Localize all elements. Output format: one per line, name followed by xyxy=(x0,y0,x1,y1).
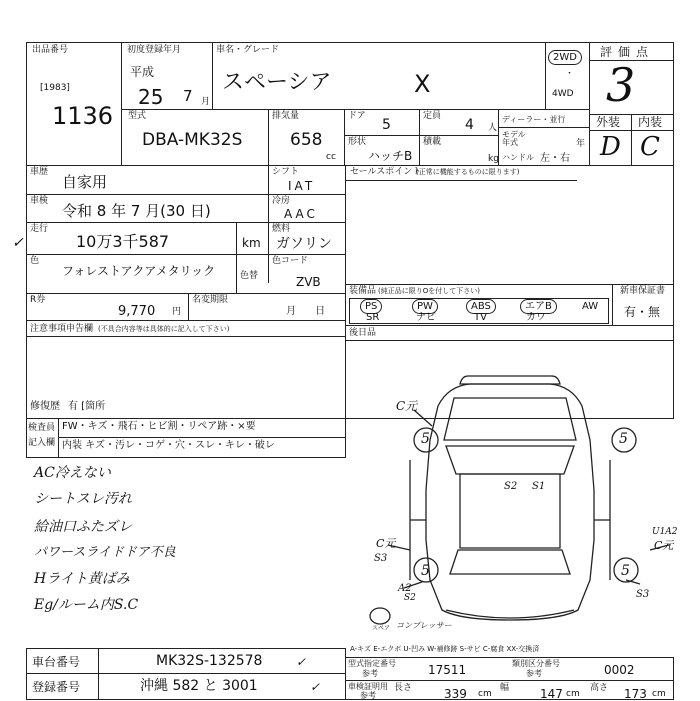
mark-5-fl: 5 xyxy=(421,431,430,447)
inspection-value: 令和 8 年 7 月(30 日) xyxy=(62,202,211,220)
mark-a2: A2 xyxy=(398,583,412,594)
car-name: スペーシア xyxy=(222,70,332,95)
equip-ps-circle: PS xyxy=(360,299,382,314)
seats-value: 4 xyxy=(465,117,474,133)
recycle-value: 9,770 xyxy=(118,304,156,319)
equip-airbag-circle: エアB xyxy=(520,299,557,314)
footer-left-line xyxy=(26,673,346,674)
damage-legend: A-キズ E-エクボ U-凹み W-補修跡 S-サビ C-腐食 XX-交換済 xyxy=(350,645,540,653)
eval-score: 3 xyxy=(606,58,636,112)
color-value: フォレストアクアメタリック xyxy=(62,264,216,278)
handle-value: 左・右 xyxy=(540,153,570,164)
rear-line xyxy=(345,340,674,341)
cert-label: 車検証明用 xyxy=(348,682,388,691)
spare-label: スペア xyxy=(372,625,391,632)
mark-s3-right: S3 xyxy=(636,589,650,600)
warranty-value: 有・無 xyxy=(624,305,661,319)
transfer-date: 月 日 xyxy=(286,306,326,317)
equip-leather: カワ xyxy=(526,312,546,323)
drive-dot: ・ xyxy=(565,69,575,79)
plate-check: ✓ xyxy=(310,680,321,694)
hood xyxy=(444,398,576,440)
interior-damage-row: 内装 キズ・汚レ・コゲ・穴・スレ・キレ・破レ xyxy=(62,440,275,451)
ref-1: 参考 xyxy=(362,669,378,678)
lot-label: 出品番号 xyxy=(32,45,69,55)
interior-label: 内装 xyxy=(638,115,663,129)
seats-unit: 人 xyxy=(488,123,498,133)
rear-label: 後日品 xyxy=(349,328,377,338)
compressor-label: コンプレッサー xyxy=(396,621,452,630)
exterior-score: D xyxy=(600,132,621,162)
ref-2: 参考 xyxy=(526,669,542,678)
model-no-label: 型式指定番号 xyxy=(348,659,396,668)
remark-4: パワースライドドア不良 xyxy=(34,545,176,560)
load-line xyxy=(419,135,499,136)
notes-sub: (不具合内容等は具体的に記入して下さい) xyxy=(98,325,230,333)
sales-box xyxy=(345,165,674,285)
footer-right-line xyxy=(345,680,674,681)
km-divider xyxy=(236,222,237,255)
ext-int-divider xyxy=(631,114,632,166)
displacement-label: 排気量 xyxy=(272,111,300,121)
mark-s3-left: S3 xyxy=(374,553,388,564)
car-body-outline xyxy=(426,384,594,620)
sales-sub: (正常に機能するものに限ります) xyxy=(416,168,520,176)
ac-label: 冷房 xyxy=(272,196,291,206)
mark-5-rr: 5 xyxy=(621,563,630,579)
model-label: 型式 xyxy=(128,111,147,121)
spare-tire xyxy=(370,608,390,624)
kg-unit: kg xyxy=(488,154,499,164)
interior-score: C xyxy=(640,132,660,162)
reg-month-unit: 月 xyxy=(201,97,211,107)
inspector-row-line xyxy=(58,437,346,438)
recycle-label: R券 xyxy=(30,295,46,305)
equip-pw-circle: PW xyxy=(412,299,438,314)
inspect-label: 検査員 xyxy=(28,423,56,433)
eval-label: 評価点 xyxy=(600,45,655,59)
repair-value: 有 [箇所 xyxy=(68,401,106,412)
transfer-label: 名変期限 xyxy=(192,295,229,305)
category-value: 0002 xyxy=(604,663,635,677)
mileage-value: 10万3千587 xyxy=(76,232,170,251)
mark-c-left: C元 xyxy=(376,537,396,550)
mileage-label: 走行 xyxy=(30,224,49,234)
fill-label: 記入欄 xyxy=(28,438,56,448)
fuel-label: 燃料 xyxy=(272,224,291,234)
model-value: DBA-MK32S xyxy=(142,130,243,150)
length-value: 339 xyxy=(444,687,467,701)
nen-label: 年 xyxy=(576,139,586,149)
equipment-label: 装備品 xyxy=(349,286,377,296)
plate-value: 沖縄 582 と 3001 xyxy=(140,678,258,694)
mark-5-fr: 5 xyxy=(619,431,628,447)
reg-month: 7 xyxy=(183,87,193,105)
mark-s2-rear: S2 xyxy=(404,593,416,603)
equip-aw: AW xyxy=(582,301,599,312)
shape-line xyxy=(344,135,420,136)
exterior-damage-row: FW・キズ・飛石・ヒビ割・リペア跡・×要 xyxy=(62,421,256,432)
shape-label: 形状 xyxy=(348,137,367,147)
car-grade: X xyxy=(414,70,431,98)
mark-s2: S2 xyxy=(504,481,518,492)
width-unit: cm xyxy=(566,689,580,699)
chassis-value: MK32S-132578 xyxy=(156,653,263,669)
model-no-value: 17511 xyxy=(428,663,467,677)
height-value: 173 xyxy=(624,687,647,701)
dealer-label: ディーラー・並行 xyxy=(502,115,566,124)
shape-value: ハッチB xyxy=(368,149,413,163)
recolor-divider xyxy=(236,254,237,294)
warranty-label: 新車保証書 xyxy=(620,286,666,296)
height-label: 高さ xyxy=(590,683,609,693)
era: 平成 xyxy=(130,65,155,79)
mark-c-front: C元 xyxy=(396,399,418,413)
remark-6: Eg/ルーム内S.C xyxy=(34,597,139,613)
shift-value: IAT xyxy=(288,179,316,193)
drive-2wd-circle: 2WD xyxy=(548,50,582,65)
remark-2: シートスレ汚れ xyxy=(34,491,132,507)
model-year-label: モデル年式 xyxy=(502,130,526,147)
recolor-label: 色替 xyxy=(240,271,259,281)
ac-value: AAC xyxy=(284,207,318,221)
history-value: 自家用 xyxy=(62,173,108,191)
width-label: 幅 xyxy=(500,683,510,693)
remark-3: 給油口ふたズレ xyxy=(34,519,132,535)
length-unit: cm xyxy=(478,689,492,699)
mark-s1: S1 xyxy=(532,481,546,492)
dealer-line xyxy=(498,127,590,128)
km-unit: km xyxy=(242,236,261,250)
drive-2wd xyxy=(548,50,582,65)
equip-tv: TV xyxy=(474,312,487,323)
exterior-label: 外装 xyxy=(596,115,621,129)
repair-label: 修復歴 xyxy=(30,401,60,412)
sales-line xyxy=(345,180,577,181)
inspector-divider xyxy=(58,418,59,458)
seats-label: 定員 xyxy=(423,111,442,121)
color-code-label: 色コード xyxy=(272,256,309,266)
history-label: 車歴 xyxy=(30,167,49,177)
first-reg-label: 初度登録年月 xyxy=(127,45,182,55)
mark-u1a2: U1A2 xyxy=(652,527,678,537)
doors-value: 5 xyxy=(382,117,391,133)
load-label: 積載 xyxy=(423,137,442,147)
footer-left-divider xyxy=(98,648,99,700)
rear-window xyxy=(450,550,570,574)
chassis-label: 車台番号 xyxy=(32,655,81,669)
lot-number: 1136 xyxy=(52,102,114,130)
transfer-divider xyxy=(188,293,189,321)
sales-label: セールスポイント xyxy=(350,167,422,177)
equip-sr: SR xyxy=(366,312,380,323)
yen-unit: 円 xyxy=(172,307,182,317)
inspection-label: 車検 xyxy=(30,196,49,206)
width-value: 147 xyxy=(540,687,563,701)
mark-c-right: C元 xyxy=(654,539,674,552)
displacement-value: 658 xyxy=(290,130,323,150)
windshield xyxy=(446,446,574,474)
notes-line xyxy=(26,336,346,337)
category-label: 類別区分番号 xyxy=(512,659,560,668)
lot-small: [1983] xyxy=(40,83,70,93)
color-label: 色 xyxy=(30,256,40,266)
height-unit: cm xyxy=(652,689,666,699)
cc-unit: cc xyxy=(326,152,336,162)
handle-label: ハンドル xyxy=(502,153,534,162)
front-bumper xyxy=(460,376,560,384)
ref-3: 参考 xyxy=(360,691,376,700)
equip-navi: ナビ xyxy=(416,312,436,323)
drive-4wd: 4WD xyxy=(552,89,574,99)
plate-label: 登録番号 xyxy=(32,680,81,694)
doors-label: ドア xyxy=(348,111,366,121)
equipment-sub: (純正品に限りOを付して下さい) xyxy=(378,287,480,295)
fuel-value: ガソリン xyxy=(276,236,332,252)
mileage-check: ✓ xyxy=(12,235,24,251)
shift-label: シフト xyxy=(272,167,300,177)
equip-abs-circle: ABS xyxy=(466,299,496,314)
remark-5: Hライト黄ばみ xyxy=(34,571,130,587)
length-label: 長さ xyxy=(394,683,413,693)
reg-year: 25 xyxy=(138,85,164,109)
car-name-label: 車名・グレード xyxy=(216,45,280,55)
notes-label: 注意事項申告欄 xyxy=(30,324,94,334)
color-code-value: ZVB xyxy=(296,275,321,289)
warranty-divider xyxy=(612,284,613,326)
mark-5-rl: 5 xyxy=(421,563,430,579)
chassis-check: ✓ xyxy=(296,655,307,669)
remark-1: AC冷えない xyxy=(34,465,111,481)
